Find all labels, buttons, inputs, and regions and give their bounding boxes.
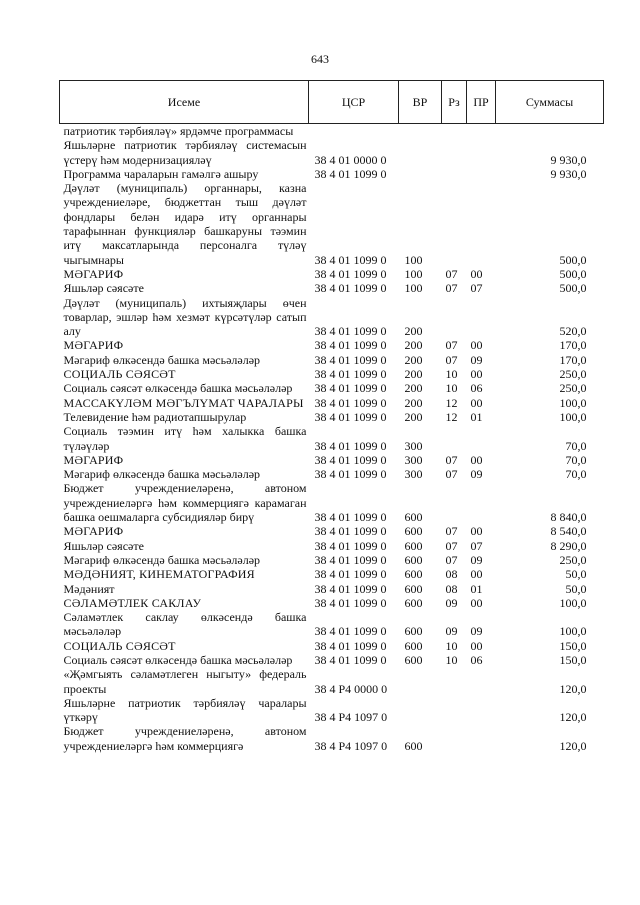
cell-pr: [467, 424, 496, 453]
cell-sum: 250,0: [559, 552, 587, 567]
cell-pr: [467, 181, 496, 267]
table-row: [60, 138, 604, 167]
cell-name: Яшьләрне патриотик тәрбияләү системасын үстерү һәм модернизацияләү: [63, 138, 307, 167]
cell-csr: 38 4 01 1099 0: [314, 409, 387, 424]
cell-rz: 07: [445, 552, 458, 567]
cell-pr: [467, 481, 496, 524]
table-row: [60, 524, 604, 538]
cell-vr: 600: [404, 738, 423, 753]
cell-vr: [399, 696, 442, 725]
cell-rz: 07: [445, 524, 458, 539]
cell-csr: [309, 124, 399, 139]
cell-name: МӘГАРИФ: [63, 266, 124, 281]
cell-vr: 600: [404, 524, 423, 539]
table-row: [60, 281, 604, 295]
cell-csr: 38 4 01 1099 0: [314, 524, 387, 539]
header-rz: Рз: [442, 81, 467, 124]
table-row: [60, 453, 604, 467]
cell-rz: [442, 124, 467, 139]
cell-rz: 10: [445, 652, 458, 667]
cell-pr: 07: [470, 281, 483, 296]
table-row: [60, 181, 604, 267]
cell-name: патриотик тәрбияләү» ярдәмче программасы: [63, 124, 294, 138]
header-name: Исеме: [60, 81, 309, 124]
cell-vr: 100: [404, 252, 423, 267]
cell-csr: 38 4 01 1099 0: [314, 252, 387, 267]
cell-csr: 38 4 P4 1097 0: [314, 710, 388, 725]
cell-name: Мәгариф өлкәсендә башка мәсьәләләр: [63, 467, 261, 482]
cell-vr: 200: [404, 381, 423, 396]
cell-pr: 09: [470, 624, 483, 639]
cell-pr: 00: [470, 395, 483, 410]
table-row: [60, 167, 604, 181]
cell-sum: 100,0: [559, 395, 587, 410]
cell-csr: 38 4 01 1099 0: [314, 338, 387, 353]
budget-table: [59, 80, 604, 753]
table-row: [60, 539, 604, 553]
table-row: [60, 667, 604, 696]
cell-sum: 170,0: [559, 338, 587, 353]
cell-sum: 250,0: [559, 381, 587, 396]
cell-rz: [442, 167, 467, 181]
cell-sum: 50,0: [565, 581, 587, 596]
cell-sum: 500,0: [559, 266, 587, 281]
cell-csr: 38 4 01 1099 0: [314, 324, 387, 339]
cell-vr: 200: [404, 324, 423, 339]
table-row: [60, 381, 604, 395]
cell-vr: 600: [404, 567, 423, 582]
table-row: [60, 424, 604, 453]
cell-vr: 300: [404, 467, 423, 482]
cell-pr: 00: [470, 367, 483, 382]
cell-csr: 38 4 01 1099 0: [314, 581, 387, 596]
cell-vr: 600: [404, 510, 423, 525]
cell-vr: 200: [404, 352, 423, 367]
cell-sum: 70,0: [565, 452, 587, 467]
cell-name: МӘГАРИФ: [63, 338, 124, 353]
cell-csr: 38 4 01 1099 0: [314, 552, 387, 567]
cell-name: Мәгариф өлкәсендә башка мәсьәләләр: [63, 352, 261, 367]
cell-sum: 120,0: [559, 710, 587, 725]
cell-name: Телевидение һәм радиотапшырулар: [63, 409, 247, 424]
cell-pr: 09: [470, 352, 483, 367]
table-row: [60, 567, 604, 581]
cell-name: Яшьләрне патриотик тәрбияләү чаралары үткәрү: [63, 695, 307, 725]
table-row: [60, 367, 604, 381]
cell-sum: 520,0: [559, 324, 587, 339]
cell-rz: 12: [445, 395, 458, 410]
cell-sum: 8 290,0: [550, 538, 587, 553]
cell-rz: 07: [445, 281, 458, 296]
cell-rz: 10: [445, 367, 458, 382]
cell-sum: 50,0: [565, 567, 587, 582]
cell-sum: 100,0: [559, 595, 587, 610]
cell-pr: [467, 724, 496, 753]
cell-pr: 01: [470, 581, 483, 596]
cell-pr: [467, 167, 496, 181]
cell-rz: 08: [445, 567, 458, 582]
cell-pr: 00: [470, 338, 483, 353]
cell-sum: [496, 124, 604, 139]
cell-sum: 150,0: [559, 638, 587, 653]
cell-name: Мәгариф өлкәсендә башка мәсьәләләр: [63, 552, 261, 567]
cell-sum: 500,0: [559, 281, 587, 296]
cell-rz: [442, 181, 467, 267]
cell-pr: 00: [470, 595, 483, 610]
table-row: [60, 639, 604, 653]
cell-name: СОЦИАЛЬ СӘЯСӘТ: [63, 367, 176, 382]
cell-vr: 200: [404, 395, 423, 410]
cell-pr: [467, 667, 496, 696]
cell-pr: [467, 124, 496, 139]
cell-name: Сәламәтлек саклау өлкәсендә башка мәсьәләләр: [63, 610, 307, 639]
table-row: [60, 582, 604, 596]
table-row: [60, 124, 604, 139]
cell-sum: 170,0: [559, 352, 587, 367]
cell-vr: 600: [404, 624, 423, 639]
cell-csr: 38 4 01 1099 0: [314, 266, 387, 281]
cell-pr: 06: [470, 652, 483, 667]
cell-name: Яшьләр сәясәте: [63, 538, 144, 553]
cell-csr: 38 4 01 1099 0: [314, 281, 387, 296]
cell-csr: 38 4 P4 0000 0: [314, 681, 388, 696]
cell-rz: 09: [445, 595, 458, 610]
cell-name: Программа чараларын гамәлгә ашыру: [63, 166, 259, 181]
cell-pr: 00: [470, 524, 483, 539]
cell-pr: [467, 696, 496, 725]
cell-vr: [399, 167, 442, 181]
cell-vr: [399, 138, 442, 167]
cell-name: МӘГАРИФ: [63, 452, 124, 467]
cell-name: Дәүләт (муниципаль) ихтыяҗлары өчен товарлар, эшләр һәм хезмәт күрсәтүләр сатып алу: [63, 295, 307, 339]
cell-vr: 300: [404, 452, 423, 467]
cell-csr: 38 4 01 1099 0: [314, 438, 387, 453]
cell-rz: 07: [445, 338, 458, 353]
cell-sum: 500,0: [559, 252, 587, 267]
cell-pr: 01: [470, 409, 483, 424]
table-row: [60, 296, 604, 339]
table-row: [60, 653, 604, 667]
cell-sum: 250,0: [559, 367, 587, 382]
cell-name: Мәдәният: [63, 581, 115, 596]
cell-pr: 00: [470, 638, 483, 653]
cell-name: Бюджет учреждениеләренә, автоном учреждениеләргә һәм коммерциягә: [63, 724, 307, 753]
cell-csr: 38 4 01 1099 0: [314, 395, 387, 410]
cell-vr: 300: [404, 438, 423, 453]
cell-rz: [442, 424, 467, 453]
cell-csr: 38 4 01 1099 0: [314, 624, 387, 639]
cell-sum: 100,0: [559, 409, 587, 424]
cell-name: Яшьләр сәясәте: [63, 281, 144, 296]
cell-csr: 38 4 01 1099 0: [314, 538, 387, 553]
cell-vr: 600: [404, 638, 423, 653]
cell-sum: 150,0: [559, 652, 587, 667]
cell-csr: 38 4 01 1099 0: [314, 510, 387, 525]
cell-rz: 12: [445, 409, 458, 424]
cell-vr: 100: [404, 266, 423, 281]
cell-name: «Җәмгыять сәламәтлеген ныгыту» федераль проекты: [63, 667, 307, 696]
cell-pr: 00: [470, 266, 483, 281]
cell-vr: 600: [404, 581, 423, 596]
table-row: [60, 596, 604, 610]
table-row: [60, 610, 604, 639]
table-row: [60, 396, 604, 410]
cell-rz: 07: [445, 467, 458, 482]
cell-csr: 38 4 P4 1097 0: [314, 738, 388, 753]
cell-name: СӘЛАМӘТЛЕК САКЛАУ: [63, 595, 202, 610]
cell-rz: 08: [445, 581, 458, 596]
table-row: [60, 338, 604, 352]
cell-sum: 8 540,0: [550, 524, 587, 539]
cell-sum: 120,0: [559, 681, 587, 696]
cell-sum: 120,0: [559, 738, 587, 753]
cell-csr: 38 4 01 1099 0: [314, 638, 387, 653]
table-row: [60, 696, 604, 725]
table-row: [60, 410, 604, 424]
cell-name: Социаль тәэмин итү һәм халыкка башка түләүләр: [63, 424, 307, 453]
cell-name: Социаль сәясәт өлкәсендә башка мәсьәләләр: [63, 381, 293, 396]
cell-vr: 600: [404, 652, 423, 667]
cell-name: МӘГАРИФ: [63, 524, 124, 539]
cell-pr: [467, 296, 496, 339]
cell-csr: 38 4 01 1099 0: [314, 452, 387, 467]
cell-pr: 07: [470, 538, 483, 553]
cell-rz: 07: [445, 538, 458, 553]
cell-csr: 38 4 01 1099 0: [314, 652, 387, 667]
cell-csr: 38 4 01 1099 0: [314, 381, 387, 396]
table-row: [60, 724, 604, 753]
cell-pr: 00: [470, 452, 483, 467]
cell-vr: 600: [404, 595, 423, 610]
cell-rz: 09: [445, 624, 458, 639]
cell-vr: 200: [404, 338, 423, 353]
header-sum: Суммасы: [496, 81, 604, 124]
cell-name: МАССАКҮЛӘМ МӘГЪЛҮМАТ ЧАРАЛАРЫ: [63, 395, 304, 410]
cell-sum: 8 840,0: [550, 510, 587, 525]
cell-pr: [467, 138, 496, 167]
cell-csr: 38 4 01 1099 0: [314, 166, 387, 181]
cell-pr: 09: [470, 552, 483, 567]
cell-csr: 38 4 01 1099 0: [314, 352, 387, 367]
table-row: [60, 267, 604, 281]
cell-vr: 600: [404, 552, 423, 567]
cell-csr: 38 4 01 1099 0: [314, 595, 387, 610]
table-row: [60, 467, 604, 481]
cell-rz: 07: [445, 452, 458, 467]
cell-sum: 9 930,0: [550, 152, 587, 167]
cell-rz: [442, 481, 467, 524]
cell-pr: 00: [470, 567, 483, 582]
cell-vr: [399, 124, 442, 139]
cell-csr: 38 4 01 1099 0: [314, 567, 387, 582]
cell-rz: 10: [445, 381, 458, 396]
header-vr: ВР: [399, 81, 442, 124]
cell-sum: 100,0: [559, 624, 587, 639]
table-row: [60, 353, 604, 367]
cell-vr: 600: [404, 538, 423, 553]
cell-name: Дәүләт (муниципаль) органнары, казна учреждениеләре, бюджеттан тыш дәүләт фондлары белән идарә итү органнары тарафыннан функцияләр башкаруны тәэмин итү максатларында персоналга түләү чыгымнары: [63, 181, 307, 267]
cell-rz: 10: [445, 638, 458, 653]
cell-rz: [442, 724, 467, 753]
table-header-row: [60, 81, 604, 124]
cell-sum: 9 930,0: [550, 166, 587, 181]
cell-pr: 09: [470, 467, 483, 482]
table-row: [60, 481, 604, 524]
page-number: 643: [311, 52, 329, 66]
cell-rz: [442, 696, 467, 725]
cell-rz: [442, 667, 467, 696]
cell-rz: 07: [445, 266, 458, 281]
cell-rz: 07: [445, 352, 458, 367]
cell-vr: 200: [404, 367, 423, 382]
cell-csr: 38 4 01 1099 0: [314, 367, 387, 382]
cell-vr: 100: [404, 281, 423, 296]
header-csr: ЦСР: [309, 81, 399, 124]
cell-rz: [442, 296, 467, 339]
cell-name: Бюджет учреждениеләренә, автоном учреждениеләргә һәм коммерциягә карамаган башка оешмаларга субсидияләр бирү: [63, 481, 307, 525]
table-row: [60, 553, 604, 567]
cell-vr: 200: [404, 409, 423, 424]
cell-pr: 06: [470, 381, 483, 396]
cell-rz: [442, 138, 467, 167]
cell-sum: 70,0: [565, 467, 587, 482]
cell-sum: 70,0: [565, 438, 587, 453]
cell-vr: [399, 667, 442, 696]
cell-name: Социаль сәясәт өлкәсендә башка мәсьәләләр: [63, 652, 293, 667]
cell-csr: 38 4 01 1099 0: [314, 467, 387, 482]
cell-csr: 38 4 01 0000 0: [314, 152, 387, 167]
header-pr: ПР: [467, 81, 496, 124]
table-body: [60, 124, 604, 754]
cell-name: МӘДӘНИЯТ, КИНЕМАТОГРАФИЯ: [63, 567, 255, 582]
cell-name: СОЦИАЛЬ СӘЯСӘТ: [63, 638, 176, 653]
